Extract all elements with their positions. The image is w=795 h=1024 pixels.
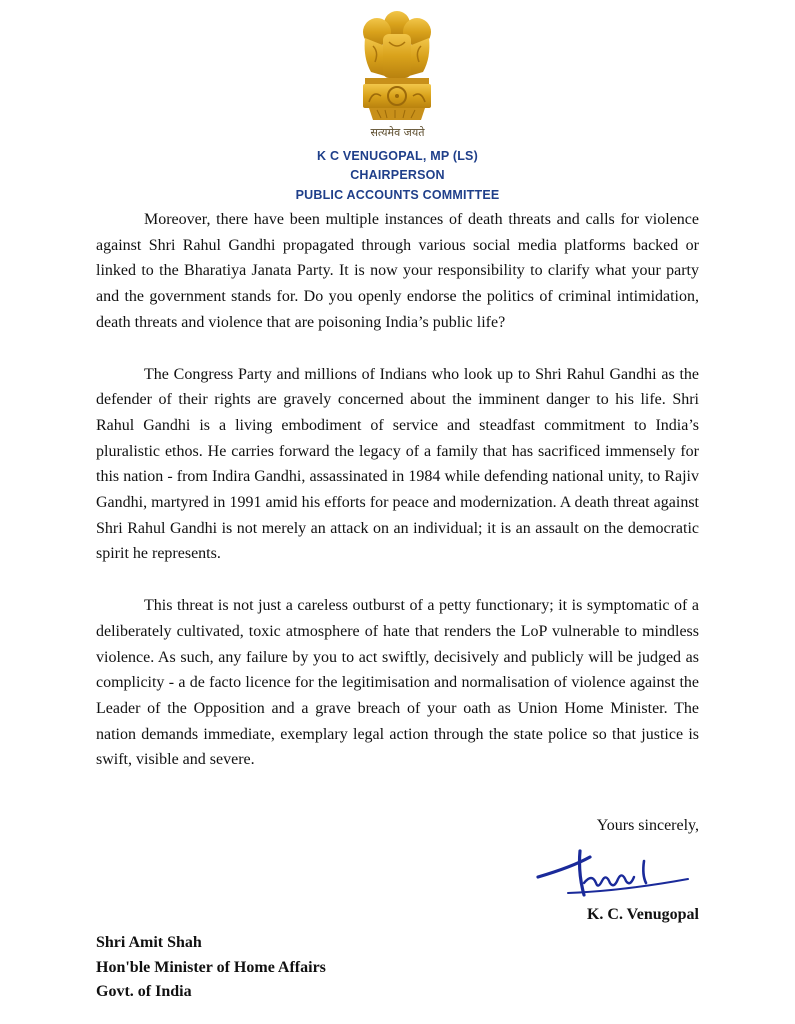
addressee-title: Hon'ble Minister of Home Affairs — [96, 958, 326, 976]
addressee-block — [96, 931, 326, 1005]
national-emblem-icon — [355, 6, 439, 124]
letterhead-name: K C VENUGOPAL, MP (LS) — [317, 149, 478, 163]
addressee-org: Govt. of India — [96, 983, 192, 1000]
letterhead-committee: PUBLIC ACCOUNTS COMMITTEE — [295, 188, 500, 202]
letterhead-designation: CHAIRPERSON — [350, 168, 445, 182]
addressee-name: Shri Amit Shah — [96, 934, 202, 951]
body-paragraph: Moreover, there have been multiple instances of death threats and calls for violence against Shri Rahul Gandhi propagated through various social media platforms backed or linked to the Bharatiya Janata Party. It is now your responsibility to clarify what your party and the government stands for. Do you openly endorse the politics of criminal intimidation, death threats and violence that are poisoning India’s public life? — [96, 211, 699, 331]
closing-salutation: Yours sincerely, — [596, 817, 699, 834]
body-paragraph: This threat is not just a careless outburst of a petty functionary; it is symptomatic of a deliberately cultivated, toxic atmosphere of hate that renders the LoP vulnerable to mindless violence. As such, any failure by you to act swiftly, decisively and publicly will be judged as complicity - a de facto licence for the legitimisation and normalisation of violence against the Leader of the Opposition and a grave breach of your oath as Union Home Minister. The nation demands immediate, exemplary legal action through the state police so that justice is swift, visible and severe. — [96, 597, 699, 769]
letter-body — [96, 207, 699, 799]
emblem-motto: सत्यमेव जयते — [370, 126, 425, 139]
signer-name: K. C. Venugopal — [586, 906, 699, 923]
body-paragraph: The Congress Party and millions of Indians who look up to Shri Rahul Gandhi as the defender of their rights are gravely concerned about the imminent danger to his life. Shri Rahul Gandhi is a living embodiment of service and steadfast commitment to India’s pluralistic ethos. He carries forward the legacy of a family that has sacrificed immensely for this nation - from Indira Gandhi, assassinated in 1984 while defending national unity, to Rajiv Gandhi, martyred in 1991 amid his efforts for peace and modernization. A death threat against Shri Rahul Gandhi is not merely an attack on an individual; it is an assault on the democratic spirit he represents. — [96, 365, 699, 563]
handwritten-signature-icon — [532, 843, 692, 901]
